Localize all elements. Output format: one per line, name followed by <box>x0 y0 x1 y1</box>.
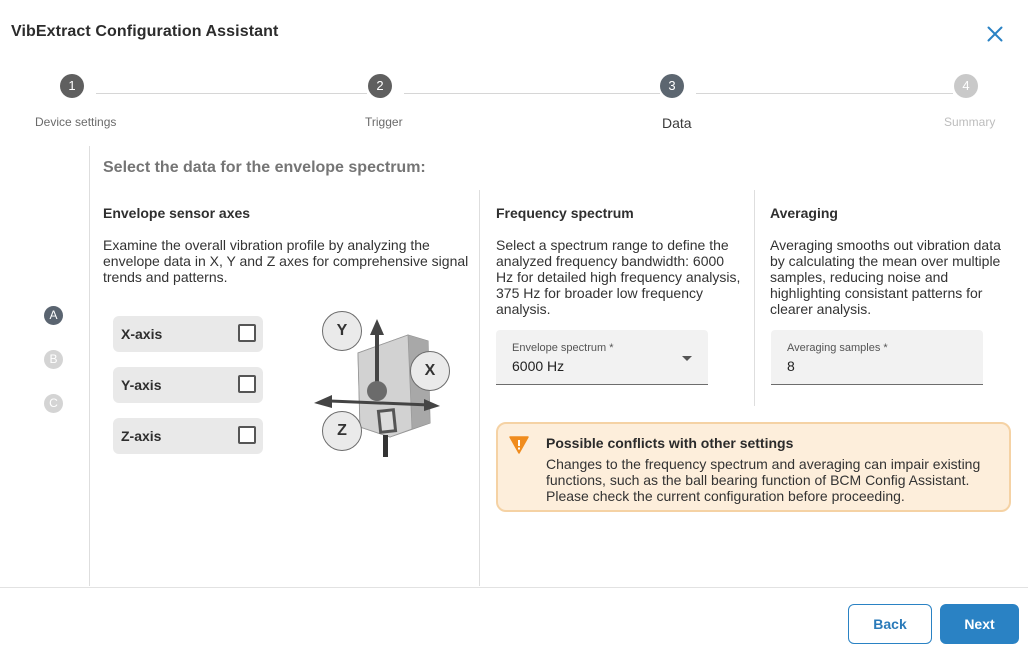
envelope-spectrum-value: 6000 Hz <box>512 358 565 374</box>
y-axis-label: Y-axis <box>121 377 162 393</box>
footer-divider <box>0 587 1028 588</box>
frequency-panel-title: Frequency spectrum <box>496 205 634 221</box>
frequency-panel-description: Select a spectrum range to define the analyzed frequency bandwidth: 6000 Hz for detailed high frequency analysis, 375 Hz for broader low frequency analysis. <box>496 237 741 317</box>
sensor-axes-diagram <box>310 305 460 465</box>
substep-c: C <box>44 394 63 413</box>
averaging-samples-value[interactable]: 8 <box>787 358 795 374</box>
substep-b: B <box>44 350 63 369</box>
y-axis-option[interactable] <box>113 367 263 403</box>
z-axis-marker: Z <box>322 411 362 451</box>
step-2-label[interactable]: Trigger <box>365 115 403 129</box>
step-4-circle: 4 <box>954 74 978 98</box>
step-connector <box>404 93 660 94</box>
step-connector <box>96 93 367 94</box>
step-3-circle: 3 <box>660 74 684 98</box>
next-button[interactable]: Next <box>940 604 1019 644</box>
substep-a[interactable]: A <box>44 306 63 325</box>
y-axis-checkbox[interactable] <box>238 375 256 393</box>
back-button[interactable]: Back <box>848 604 932 644</box>
averaging-panel-title: Averaging <box>770 205 838 221</box>
x-axis-label: X-axis <box>121 326 163 342</box>
envelope-spectrum-label: Envelope spectrum * <box>512 342 614 354</box>
z-axis-label: Z-axis <box>121 428 162 444</box>
averaging-samples-input[interactable] <box>771 330 983 385</box>
step-4-label: Summary <box>944 115 996 129</box>
step-1-label[interactable]: Device settings <box>35 115 117 129</box>
axes-panel-title: Envelope sensor axes <box>103 205 251 221</box>
x-axis-option[interactable] <box>113 316 263 352</box>
envelope-spectrum-select[interactable] <box>496 330 708 385</box>
section-heading: Select the data for the envelope spectrum: <box>103 159 426 176</box>
substep-rail <box>89 146 90 586</box>
conflict-warning <box>496 422 1011 512</box>
close-icon <box>983 22 1007 46</box>
column-divider <box>479 190 480 586</box>
warning-title: Possible conflicts with other settings <box>546 435 794 451</box>
warning-icon <box>508 435 530 455</box>
averaging-panel-description: Averaging smooths out vibration data by calculating the mean over multiple samples, reducing noise and highlighting consistant patterns for clearer analysis. <box>770 237 1001 317</box>
z-axis-checkbox[interactable] <box>238 426 256 444</box>
x-axis-marker: X <box>410 351 450 391</box>
close-button[interactable] <box>983 22 1007 46</box>
warning-text: Changes to the frequency spectrum and averaging can impair existing functions, such as the ball bearing function of BCM Config Assistant. Please check the current configuration before proceeding. <box>546 456 981 504</box>
x-axis-checkbox[interactable] <box>238 324 256 342</box>
axes-panel-description: Examine the overall vibration profile by analyzing the envelope data in X, Y and Z axes for comprehensive signal trends and patterns. <box>103 237 469 285</box>
column-divider <box>754 190 755 406</box>
averaging-samples-label: Averaging samples * <box>787 342 888 354</box>
dialog-title: VibExtract Configuration Assistant <box>11 23 279 40</box>
step-1-circle[interactable]: 1 <box>60 74 84 98</box>
z-axis-option[interactable] <box>113 418 263 454</box>
step-2-circle[interactable]: 2 <box>368 74 392 98</box>
y-axis-marker: Y <box>322 311 362 351</box>
step-3-label: Data <box>662 115 692 131</box>
chevron-down-icon <box>682 356 692 361</box>
step-connector <box>696 93 953 94</box>
